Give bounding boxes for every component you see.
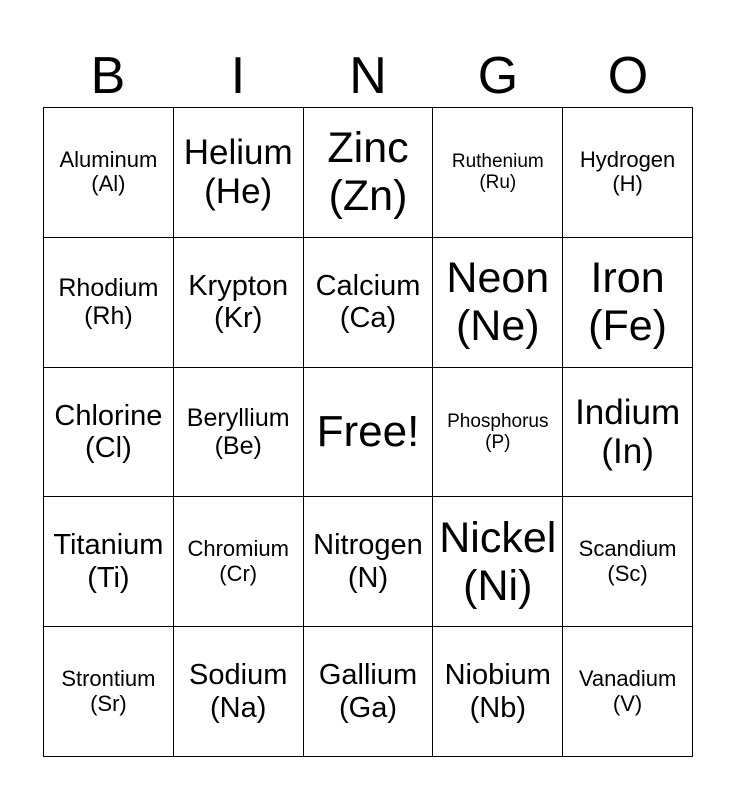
element-symbol: (Ru) — [479, 172, 517, 194]
bingo-board — [43, 107, 693, 757]
header-letter-n: N — [349, 47, 387, 105]
element-symbol: (Sr) — [90, 690, 127, 716]
element-symbol: (Na) — [210, 691, 267, 724]
element-name: Vanadium — [578, 665, 677, 691]
element-name: Rhodium — [58, 274, 159, 303]
bingo-cell[interactable] — [433, 368, 563, 498]
header-letter-g: G — [477, 47, 519, 105]
element-symbol: (In) — [601, 431, 654, 471]
bingo-cell[interactable] — [563, 238, 693, 368]
element-name: Iron — [590, 254, 665, 303]
bingo-cell[interactable] — [563, 368, 693, 498]
element-symbol: (Sc) — [607, 560, 648, 586]
element-symbol: (Ca) — [339, 302, 397, 335]
element-name: Scandium — [578, 536, 677, 562]
element-name: Hydrogen — [579, 146, 676, 172]
element-symbol: (Ne) — [455, 302, 540, 351]
bingo-cell[interactable] — [304, 238, 434, 368]
bingo-cell[interactable] — [304, 497, 434, 627]
bingo-cell[interactable] — [174, 497, 304, 627]
element-name: Indium — [575, 392, 681, 432]
element-symbol: (V) — [612, 690, 643, 716]
element-name: Beryllium — [186, 403, 290, 432]
bingo-cell[interactable] — [563, 627, 693, 757]
bingo-cell[interactable] — [433, 627, 563, 757]
bingo-cell[interactable] — [433, 108, 563, 238]
element-symbol: (H) — [612, 171, 643, 197]
bingo-cell[interactable] — [44, 497, 174, 627]
bingo-cell[interactable] — [174, 238, 304, 368]
element-name: Phosphorus — [447, 410, 549, 432]
header-letter-o: O — [607, 47, 649, 105]
element-symbol: (N) — [347, 561, 389, 594]
element-name: Strontium — [61, 665, 156, 691]
bingo-cell[interactable] — [433, 238, 563, 368]
bingo-cell[interactable] — [44, 238, 174, 368]
element-symbol: (Kr) — [214, 302, 263, 335]
bingo-cell[interactable] — [304, 627, 434, 757]
element-name: Chromium — [187, 536, 289, 562]
bingo-cell[interactable] — [44, 627, 174, 757]
bingo-cell[interactable] — [174, 627, 304, 757]
element-name: Chlorine — [54, 399, 163, 432]
element-name: Neon — [446, 254, 550, 303]
element-symbol: (P) — [485, 431, 511, 453]
element-symbol: (Ga) — [338, 691, 397, 724]
bingo-cell[interactable] — [304, 108, 434, 238]
element-name: Niobium — [444, 659, 551, 692]
element-name: Nitrogen — [313, 529, 423, 562]
bingo-cell[interactable] — [44, 368, 174, 498]
bingo-cell[interactable] — [174, 108, 304, 238]
element-symbol: (Fe) — [588, 302, 667, 351]
element-symbol: (Zn) — [328, 172, 408, 221]
element-symbol: (Ni) — [463, 561, 533, 610]
free-space-cell[interactable] — [304, 368, 434, 498]
element-symbol: (Ti) — [87, 561, 130, 594]
bingo-cell[interactable] — [174, 368, 304, 498]
bingo-cell[interactable] — [563, 108, 693, 238]
bingo-cell[interactable] — [563, 497, 693, 627]
element-name: Sodium — [189, 659, 288, 692]
element-symbol: (Al) — [91, 171, 126, 197]
element-symbol: (Be) — [214, 431, 262, 460]
bingo-cell[interactable] — [433, 497, 563, 627]
element-symbol: (Rh) — [84, 302, 133, 331]
element-name: Gallium — [318, 659, 418, 692]
bingo-cell[interactable] — [44, 108, 174, 238]
element-name: Ruthenium — [451, 151, 544, 173]
header-letter-b: B — [90, 47, 126, 105]
element-name: Aluminum — [59, 146, 158, 172]
element-name: Calcium — [315, 269, 421, 302]
element-name: Helium — [183, 133, 293, 173]
element-symbol: (Nb) — [469, 691, 526, 724]
element-symbol: (Cr) — [219, 560, 258, 586]
element-symbol: (He) — [204, 172, 273, 212]
header-letter-i: I — [230, 47, 246, 105]
element-name: Krypton — [188, 269, 289, 302]
element-name: Zinc — [327, 124, 409, 173]
element-symbol: (Cl) — [85, 431, 132, 464]
bingo-header — [43, 44, 693, 108]
free-space-label: Free! — [316, 407, 420, 457]
element-name: Nickel — [439, 513, 557, 562]
element-name: Titanium — [53, 529, 164, 562]
